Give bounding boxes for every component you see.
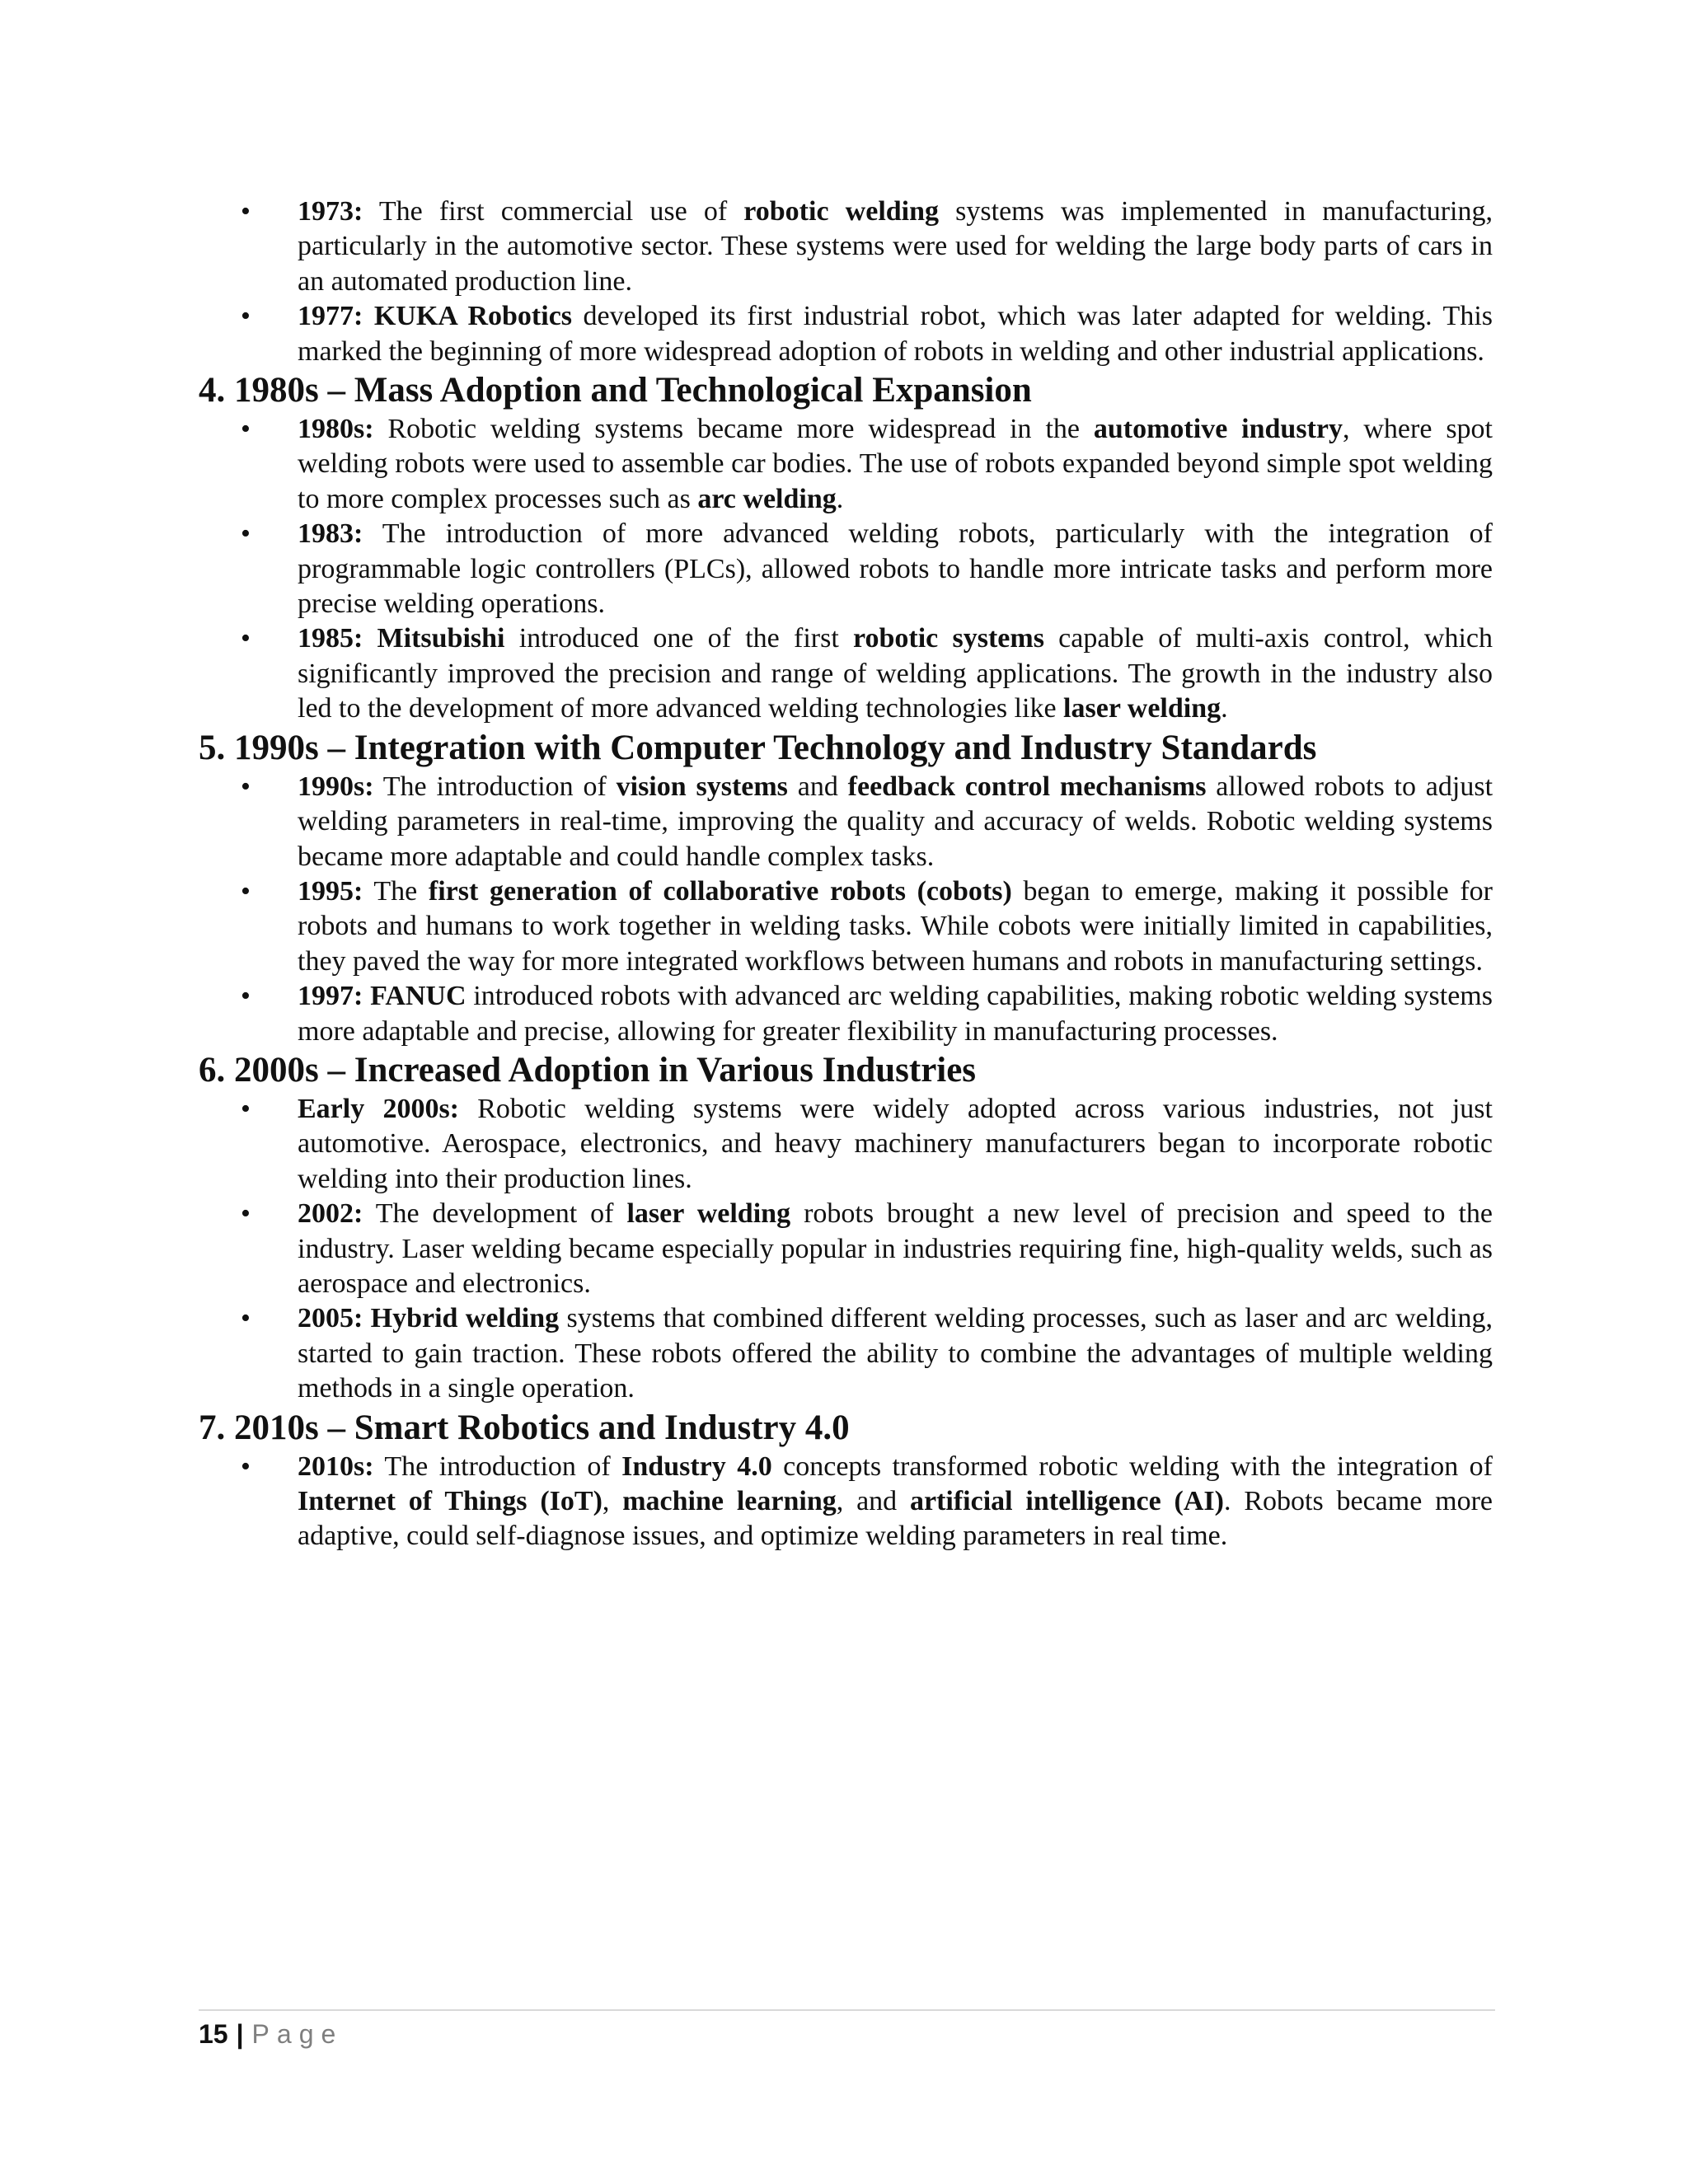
body-text: The introduction of bbox=[373, 1451, 622, 1482]
bold-text: laser welding bbox=[1063, 693, 1221, 724]
bold-text: Industry 4.0 bbox=[621, 1451, 772, 1482]
bullet-list bbox=[199, 1092, 1493, 1407]
section-heading: 7. 2010s – Smart Robotics and Industry 4.0 bbox=[199, 1408, 850, 1447]
bold-text: 1973: bbox=[298, 196, 363, 227]
body-text: , bbox=[602, 1486, 623, 1516]
bold-text: Early 2000s: bbox=[298, 1093, 459, 1124]
bold-text: 1977: KUKA Robotics bbox=[298, 301, 573, 332]
body-text: The introduction of bbox=[373, 771, 617, 802]
body-text: introduced one of the first bbox=[504, 623, 854, 654]
body-text: concepts transformed robotic welding with the integration of bbox=[771, 1451, 1493, 1482]
bold-text: robotic welding bbox=[743, 196, 940, 227]
footer-divider bbox=[199, 2009, 1495, 2011]
body-text: capable of multi-axis control, which significantly improved the precision and range of welding applications. The growth in the industry also led to the development of more advanced welding technologies like bbox=[298, 623, 1493, 724]
bold-text: robotic systems bbox=[853, 623, 1044, 654]
body-text: , and bbox=[836, 1486, 910, 1516]
list-item bbox=[199, 194, 1493, 299]
bullet-list bbox=[199, 1450, 1493, 1554]
bold-text: 2005: Hybrid welding bbox=[298, 1303, 560, 1334]
bold-text: 2002: bbox=[298, 1198, 363, 1230]
section-heading: 6. 2000s – Increased Adoption in Various Industries bbox=[199, 1050, 977, 1090]
body-text: began to emerge, making it possible for robots and humans to work together in welding tasks. While cobots were initially limited in capabilities, they paved the way for more integrated workflows between humans and robots in manufacturing settings. bbox=[298, 875, 1493, 977]
list-item bbox=[199, 1301, 1493, 1406]
bold-text: 1997: FANUC bbox=[298, 981, 467, 1012]
body-text: , where spot welding robots were used to assemble car bodies. The use of robots expanded beyond simple spot welding to more complex processes such as bbox=[298, 414, 1493, 514]
body-text: The development of bbox=[363, 1198, 627, 1230]
bold-text: first generation of collaborative robots (cobots) bbox=[428, 875, 1012, 907]
list-item bbox=[199, 1450, 1493, 1554]
bold-text: vision systems bbox=[616, 771, 788, 802]
body-text: robots brought a new level of precision and speed to the industry. Laser welding became especially popular in industries requiring fine, high-quality welds, such as aerospace and electronics. bbox=[298, 1198, 1493, 1299]
bold-text: arc welding bbox=[697, 483, 837, 514]
page-footer bbox=[199, 2016, 343, 2052]
bullet-list bbox=[199, 412, 1493, 727]
body-text: The introduction of more advanced welding robots, particularly with the integration of programmable logic controllers (PLCs), allowed robots to handle more intricate tasks and perform more precise welding operations. bbox=[298, 518, 1493, 620]
list-item bbox=[199, 621, 1493, 726]
body-text: and bbox=[787, 771, 848, 802]
body-text: The first commercial use of bbox=[363, 196, 744, 227]
bold-text: laser welding bbox=[626, 1198, 791, 1230]
bold-text: machine learning bbox=[622, 1486, 837, 1516]
page-content bbox=[199, 194, 1493, 1554]
bold-text: 1983: bbox=[298, 518, 363, 550]
section-heading: 4. 1980s – Mass Adoption and Technological Expansion bbox=[199, 371, 1032, 410]
body-text: . bbox=[836, 483, 844, 514]
list-item bbox=[199, 770, 1493, 874]
bold-text: 1985: Mitsubishi bbox=[298, 623, 505, 654]
page-number: 15 bbox=[199, 2019, 228, 2049]
bold-text: 2010s: bbox=[298, 1451, 374, 1482]
body-text: . bbox=[1221, 693, 1228, 724]
bold-text: 1990s: bbox=[298, 771, 374, 802]
body-text: allowed robots to adjust welding parameters in real-time, improving the quality and accuracy of welds. Robotic welding systems became more adaptable and could handle complex tasks. bbox=[298, 771, 1493, 872]
body-text: . Robots became more adaptive, could self-diagnose issues, and optimize welding parameters in real time. bbox=[298, 1486, 1493, 1552]
list-item bbox=[199, 1197, 1493, 1301]
page-label: Page bbox=[251, 2019, 344, 2049]
list-item bbox=[199, 517, 1493, 621]
bold-text: artificial intelligence (AI) bbox=[909, 1486, 1224, 1516]
body-text: The bbox=[363, 875, 429, 907]
footer-separator: | bbox=[236, 2019, 244, 2049]
bold-text: Internet of Things (IoT) bbox=[298, 1486, 603, 1516]
bullet-list bbox=[199, 194, 1493, 369]
list-item bbox=[199, 874, 1493, 979]
list-item bbox=[199, 979, 1493, 1049]
body-text: developed its first industrial robot, which was later adapted for welding. This marked the beginning of more widespread adoption of robots in welding and other industrial applications. bbox=[298, 301, 1493, 367]
bullet-list bbox=[199, 770, 1493, 1049]
body-text: introduced robots with advanced arc welding capabilities, making robotic welding systems more adaptable and precise, allowing for greater flexibility in manufacturing processes. bbox=[298, 981, 1493, 1047]
section-heading: 5. 1990s – Integration with Computer Technology and Industry Standards bbox=[199, 728, 1317, 767]
body-text: systems that combined different welding processes, such as laser and arc welding, started to gain traction. These robots offered the ability to combine the advantages of multiple welding methods in a single operation. bbox=[298, 1303, 1493, 1404]
list-item bbox=[199, 412, 1493, 517]
bold-text: feedback control mechanisms bbox=[847, 771, 1207, 802]
body-text: systems was implemented in manufacturing, particularly in the automotive sector. These systems were used for welding the large body parts of cars in an automated production line. bbox=[298, 196, 1493, 297]
body-text: Robotic welding systems became more widespread in the bbox=[373, 414, 1094, 445]
bold-text: automotive industry bbox=[1093, 414, 1343, 445]
bold-text: 1980s: bbox=[298, 414, 374, 445]
bold-text: 1995: bbox=[298, 875, 363, 907]
list-item bbox=[199, 1092, 1493, 1197]
list-item bbox=[199, 299, 1493, 369]
body-text: Robotic welding systems were widely adopted across various industries, not just automotive. Aerospace, electronics, and heavy machinery manufacturers began to incorporate robotic welding into their production lines. bbox=[298, 1093, 1493, 1194]
